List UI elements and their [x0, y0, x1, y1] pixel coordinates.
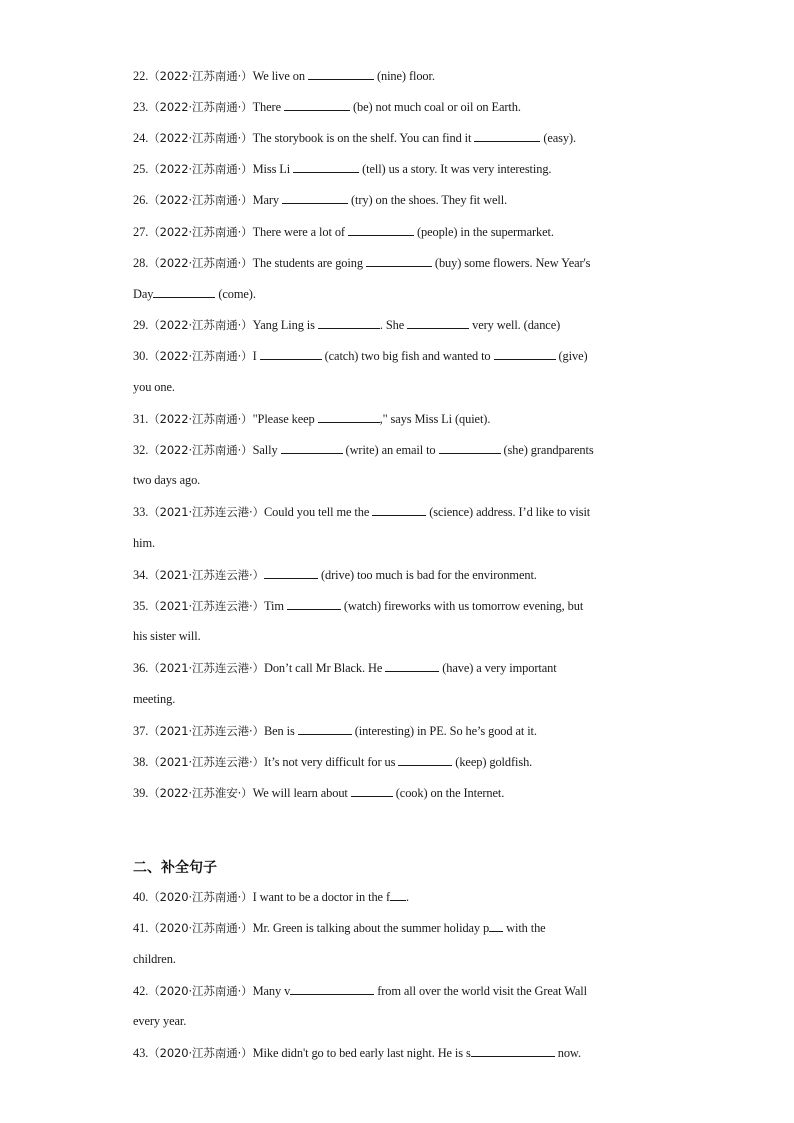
answer-blank[interactable]: [153, 286, 215, 298]
answer-blank[interactable]: [298, 723, 352, 735]
question-24: 24.（2022·江苏南通·）The storybook is on the shelf. You can find it (easy).: [133, 131, 577, 145]
answer-blank[interactable]: [318, 317, 380, 329]
answer-blank[interactable]: [308, 68, 374, 80]
question-29: 29.（2022·江苏南通·）Yang Ling is . She very well. (dance): [133, 318, 561, 332]
answer-blank[interactable]: [471, 1045, 555, 1057]
question-38: 38.（2021·江苏连云港·）It’s not very difficult for us (keep) goldfish.: [133, 755, 533, 769]
question-41-continued: children.: [133, 952, 176, 966]
question-41: 41.（2020·江苏南通·）Mr. Green is talking about the summer holiday p with the: [133, 921, 546, 935]
answer-blank[interactable]: [282, 192, 348, 204]
question-32: 32.（2022·江苏南通·）Sally (write) an email to (she) grandparents: [133, 443, 594, 457]
question-22: 22.（2022·江苏南通·）We live on (nine) floor.: [133, 69, 435, 83]
answer-blank[interactable]: [474, 130, 540, 142]
answer-blank[interactable]: [372, 504, 426, 516]
question-30-continued: you one.: [133, 380, 175, 394]
question-40: 40.（2020·江苏南通·）I want to be a doctor in the f .: [133, 890, 409, 904]
question-23: 23.（2022·江苏南通·）There (be) not much coal or oil on Earth.: [133, 100, 521, 114]
question-42-continued: every year.: [133, 1014, 187, 1028]
answer-blank[interactable]: [264, 567, 318, 579]
answer-blank[interactable]: [348, 224, 414, 236]
answer-blank[interactable]: [385, 660, 439, 672]
answer-blank[interactable]: [398, 754, 452, 766]
question-35: 35.（2021·江苏连云港·）Tim (watch) fireworks with us tomorrow evening, but: [133, 599, 584, 613]
question-28-continued: Day (come).: [133, 287, 256, 301]
answer-blank[interactable]: [390, 889, 406, 901]
section-title: 二、补全句子: [133, 860, 217, 876]
question-26: 26.（2022·江苏南通·）Mary (try) on the shoes. They fit well.: [133, 193, 508, 207]
question-31: 31.（2022·江苏南通·）"Please keep ," says Miss Li (quiet).: [133, 412, 491, 426]
answer-blank[interactable]: [281, 442, 343, 454]
answer-blank[interactable]: [351, 785, 393, 797]
question-33: 33.（2021·江苏连云港·）Could you tell me the (science) address. I’d like to visit: [133, 505, 591, 519]
question-25: 25.（2022·江苏南通·）Miss Li (tell) us a story. It was very interesting.: [133, 162, 552, 176]
question-28: 28.（2022·江苏南通·）The students are going (buy) some flowers. New Year's: [133, 256, 591, 270]
question-34: 34.（2021·江苏连云港·） (drive) too much is bad for the environment.: [133, 568, 537, 582]
answer-blank[interactable]: [489, 920, 503, 932]
question-42: 42.（2020·江苏南通·）Many v from all over the world visit the Great Wall: [133, 984, 587, 998]
question-35-continued: his sister will.: [133, 629, 201, 643]
question-27: 27.（2022·江苏南通·）There were a lot of (people) in the supermarket.: [133, 225, 554, 239]
question-43: 43.（2020·江苏南通·）Mike didn't go to bed early last night. He is s now.: [133, 1046, 581, 1060]
question-36-continued: meeting.: [133, 692, 176, 706]
answer-blank[interactable]: [260, 348, 322, 360]
question-39: 39.（2022·江苏淮安·）We will learn about (cook) on the Internet.: [133, 786, 505, 800]
answer-blank[interactable]: [494, 348, 556, 360]
question-37: 37.（2021·江苏连云港·）Ben is (interesting) in PE. So he’s good at it.: [133, 724, 537, 738]
question-33-continued: him.: [133, 536, 155, 550]
question-30: 30.（2022·江苏南通·）I (catch) two big fish and wanted to (give): [133, 349, 588, 363]
answer-blank[interactable]: [366, 255, 432, 267]
answer-blank[interactable]: [407, 317, 469, 329]
answer-blank[interactable]: [284, 99, 350, 111]
answer-blank[interactable]: [287, 598, 341, 610]
question-36: 36.（2021·江苏连云港·）Don’t call Mr Black. He (have) a very important: [133, 661, 557, 675]
question-32-continued: two days ago.: [133, 473, 201, 487]
answer-blank[interactable]: [439, 442, 501, 454]
answer-blank[interactable]: [318, 411, 380, 423]
answer-blank[interactable]: [293, 161, 359, 173]
answer-blank[interactable]: [290, 983, 374, 995]
